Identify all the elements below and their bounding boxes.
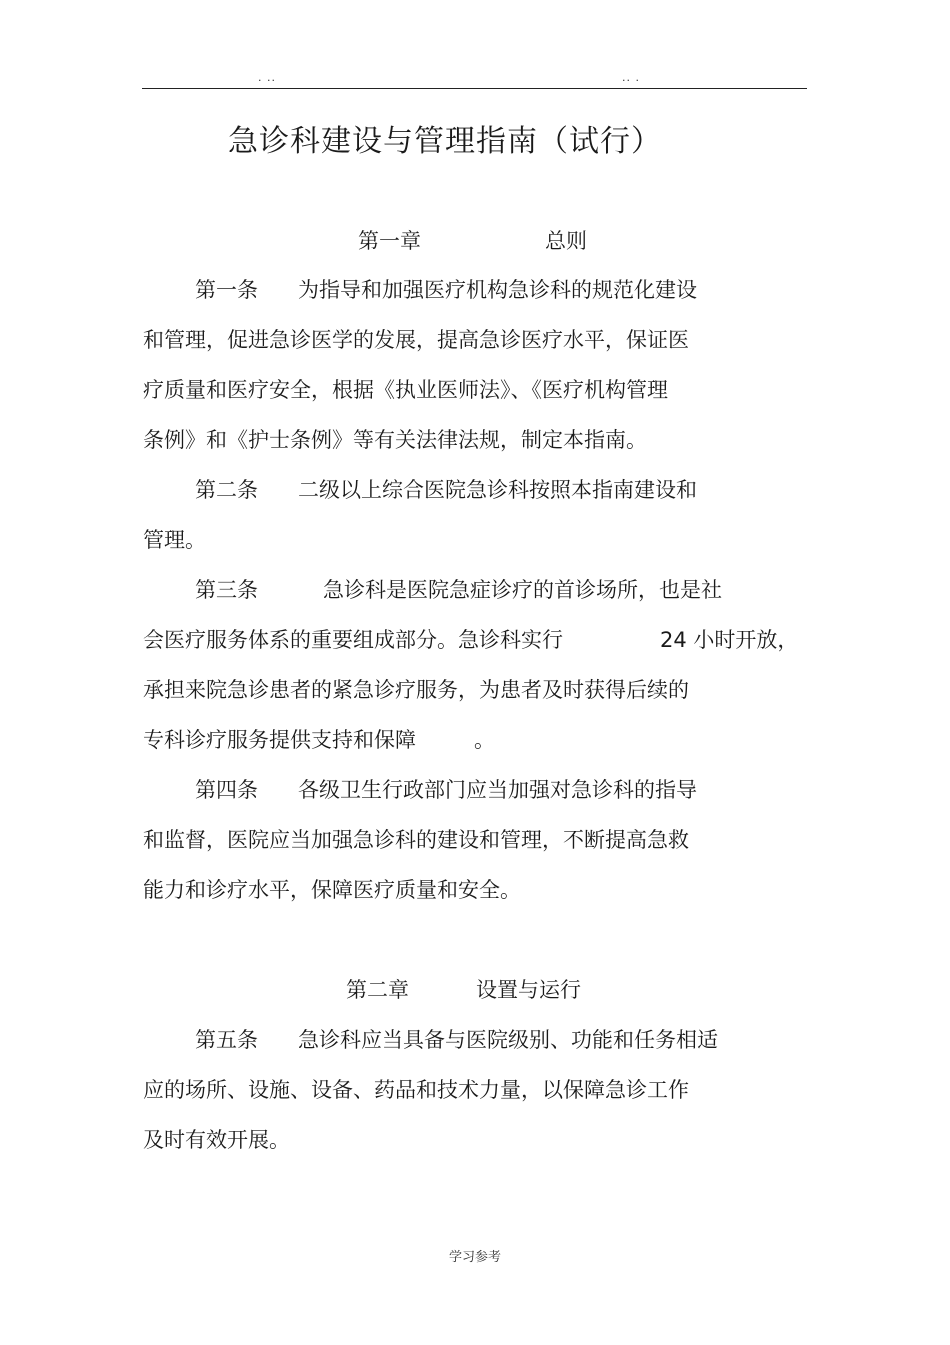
chapter-1-number: 第一章	[358, 229, 421, 253]
article-4-line-3: 能力和诊疗水平，保障医疗质量和安全。	[143, 878, 521, 902]
article-3-line-4b: 。	[474, 728, 495, 752]
article-3-line-1: 急诊科是医院急症诊疗的首诊场所，也是社	[323, 578, 722, 602]
article-1-line-1: 为指导和加强医疗机构急诊科的规范化建设	[298, 278, 697, 302]
article-3-line-3: 承担来院急诊患者的紧急诊疗服务，为患者及时获得后续的	[143, 678, 689, 702]
article-1-line-4: 条例》和《护士条例》等有关法律法规，制定本指南。	[143, 428, 647, 452]
article-2-line-2: 管理。	[143, 528, 206, 552]
article-1-line-3: 疗质量和医疗安全，根据《执业医师法》、《医疗机构管理	[143, 378, 668, 402]
article-2-number: 第二条	[195, 478, 258, 502]
article-3-line-4: 专科诊疗服务提供支持和保障	[143, 728, 416, 752]
article-2-line-1: 二级以上综合医院急诊科按照本指南建设和	[298, 478, 697, 502]
article-3-number: 第三条	[195, 578, 258, 602]
article-5-line-1: 急诊科应当具备与医院级别、功能和任务相适	[298, 1028, 718, 1052]
article-3-line-2b: 24 小时开放，	[660, 628, 799, 652]
chapter-1-name: 总则	[545, 229, 587, 253]
article-5-line-2: 应的场所、设施、设备、药品和技术力量，以保障急诊工作	[143, 1078, 689, 1102]
article-1-number: 第一条	[195, 278, 258, 302]
article-4-line-1: 各级卫生行政部门应当加强对急诊科的指导	[298, 778, 697, 802]
article-3-line-2: 会医疗服务体系的重要组成部分。急诊科实行	[143, 628, 563, 652]
article-1-line-2: 和管理，促进急诊医学的发展，提高急诊医疗水平，保证医	[143, 328, 689, 352]
document-title: 急诊科建设与管理指南（试行）	[228, 124, 662, 159]
article-5-number: 第五条	[195, 1028, 258, 1052]
header-dots-left: . ..	[258, 71, 276, 84]
article-4-number: 第四条	[195, 778, 258, 802]
article-4-line-2: 和监督，医院应当加强急诊科的建设和管理，不断提高急救	[143, 828, 689, 852]
article-5-line-3: 及时有效开展。	[143, 1128, 290, 1152]
page-footer: 学习参考	[448, 1250, 501, 1265]
chapter-2-number: 第二章	[346, 978, 409, 1002]
header-rule	[142, 88, 807, 89]
chapter-2-name: 设置与运行	[476, 978, 581, 1002]
header-dots-right: .. .	[622, 71, 640, 84]
